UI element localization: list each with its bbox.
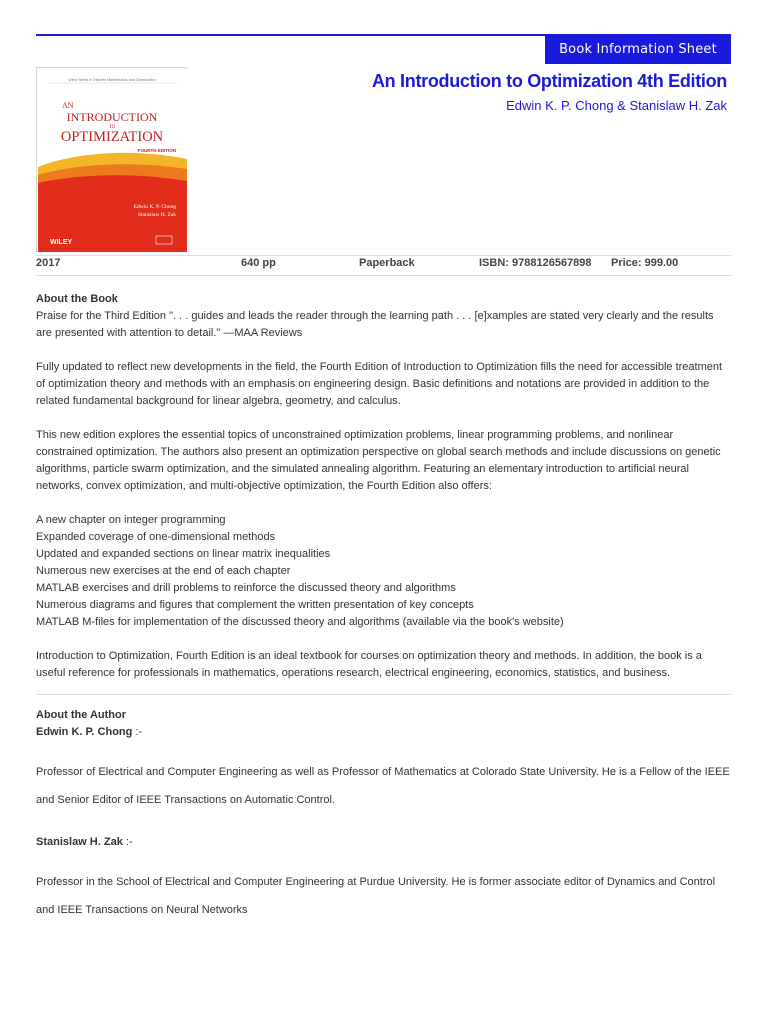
author-2-name: Stanislaw H. Zak	[36, 836, 123, 848]
feature-item: Numerous diagrams and figures that complement the written presentation of key concepts	[36, 599, 474, 611]
about-book-heading: About the Book	[36, 293, 118, 305]
feature-item: Updated and expanded sections on linear matrix inequalities	[36, 548, 331, 560]
cover-author-1: Edwin K. P. Chong	[133, 204, 176, 210]
about-book-paragraph-2: Fully updated to reflect new developments in the field, the Fourth Edition of Introduction to Optimization fills the need for accessible treatment of optimization theory and methods with an emphasis on engineering design. Basic definitions and notations are provided in addition to the related fundamental background for linear algebra, geometry, and calculus.	[36, 361, 723, 407]
feature-item: Expanded coverage of one-dimensional methods	[36, 531, 276, 543]
about-book-paragraph-4: Introduction to Optimization, Fourth Edition is an ideal textbook for courses on optimization theory and methods. In addition, the book is a useful reference for professionals in mathematics, operations research, electrical engineering, economics, statistics, and business.	[36, 650, 702, 679]
about-author-heading: About the Author	[36, 709, 127, 721]
meta-isbn: ISBN: 9788126567898	[479, 257, 592, 269]
book-title: An Introduction to Optimization 4th Edition	[371, 71, 727, 91]
meta-bottom-divider	[36, 275, 731, 276]
meta-price: Price: 999.00	[611, 257, 679, 269]
cover-series-text: Wiley Series in Discrete Mathematics and Optimization	[68, 78, 156, 82]
about-book-praise: Praise for the Third Edition ". . . guides and leads the reader through the learning path . . . [e]xamples are stated very clearly and the results are presented with attention to detail." —MAA Reviews	[36, 310, 714, 339]
author-1-bio: Professor of Electrical and Computer Engineering as well as Professor of Mathematics at Colorado State University. He is a Fellow of the IEEE and Senior Editor of IEEE Transactions on Automatic Control.	[36, 766, 730, 806]
author-1-suffix: :-	[132, 726, 143, 738]
cover-author-2: Stanislaw H. Zak	[137, 212, 176, 218]
book-cover	[36, 67, 187, 252]
cover-title-optimization: OPTIMIZATION	[60, 129, 164, 145]
main-content	[36, 291, 731, 924]
meta-year: 2017	[36, 257, 61, 269]
author-1-name: Edwin K. P. Chong	[36, 726, 133, 738]
feature-item: A new chapter on integer programming	[36, 514, 226, 526]
meta-top-divider	[36, 255, 731, 256]
meta-pages: 640 pp	[241, 257, 276, 269]
author-1-label	[36, 724, 731, 741]
feature-item: MATLAB exercises and drill problems to reinforce the discussed theory and algorithms	[36, 582, 456, 594]
feature-item: Numerous new exercises at the end of each chapter	[36, 565, 291, 577]
feature-item: MATLAB M-files for implementation of the discussed theory and algorithms (available via the book's website)	[36, 616, 564, 628]
cover-edition: FOURTH EDITION	[137, 148, 176, 153]
book-information-sheet-badge: Book Information Sheet	[545, 36, 731, 64]
author-2-suffix: :-	[122, 836, 133, 848]
section-divider	[36, 694, 731, 695]
author-2-label	[36, 834, 731, 851]
cover-publisher: WILEY	[50, 239, 73, 246]
about-book-paragraph-3: This new edition explores the essential topics of unconstrained optimization problems, linear programming problems, and nonlinear constrained optimization. The authors also present an optimization perspective on global search methods and include discussions on genetic algorithms, particle swarm optimization, and the simulated annealing algorithm. Featuring an elementary introduction to artificial neural networks, convex optimization, and multi-objective optimization, the Fourth Edition also offers:	[36, 429, 721, 492]
cover-title-an: AN	[62, 101, 74, 110]
cover-title-to: TO	[108, 125, 116, 130]
book-cover-image	[38, 69, 187, 252]
meta-binding: Paperback	[359, 257, 415, 269]
author-2-bio: Professor in the School of Electrical and Computer Engineering at Purdue University. He is former associate editor of Dynamics and Control and IEEE Transactions on Neural Networks	[36, 876, 716, 916]
cover-title-introduction: INTRODUCTION	[66, 110, 158, 124]
book-authors: Edwin K. P. Chong & Stanislaw H. Zak	[506, 98, 727, 113]
